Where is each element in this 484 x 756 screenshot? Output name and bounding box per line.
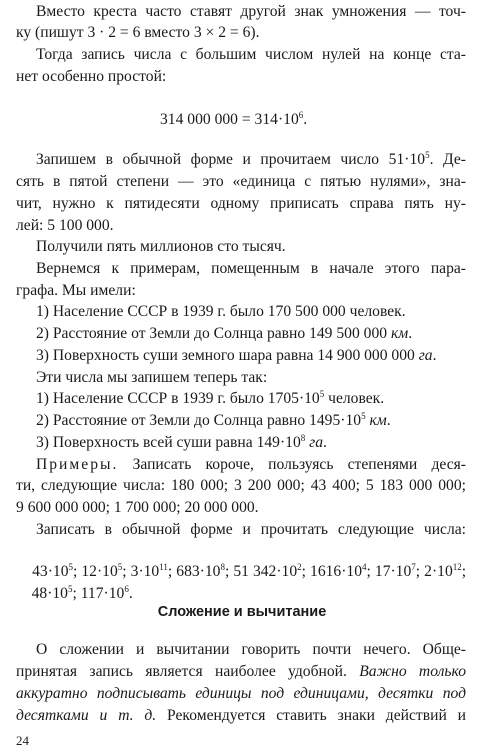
text-span: Записать в обычной форме и прочитать следующие числа: (36, 521, 466, 538)
text-span: . Де- (429, 151, 466, 168)
text-span: 3) Поверхность суши земного шара равна 14 900 000 000 (36, 347, 419, 364)
examples-label: Примеры. (36, 456, 119, 473)
text-span: Вернемся к примерам, помещенным в начале этого пара- (36, 260, 466, 277)
unit: га (418, 347, 433, 364)
text-line (36, 2, 466, 22)
list-item (36, 302, 484, 322)
text-span: 9 600 000 000; 1 700 000; 20 000 000. (16, 499, 259, 516)
text-span: сять в пятой степени — это «единица с пятью нулями», зна- (16, 173, 466, 190)
text-line (36, 455, 466, 475)
text-span: лей: 5 100 000. (16, 217, 114, 234)
text-line (16, 662, 466, 682)
text-span: 2) Расстояние от Земли до Солнца равно 1495·10 (36, 412, 362, 429)
text-span: 3) Поверхность всей суши равна 149·10 (36, 434, 301, 451)
text-line (36, 520, 466, 540)
text-span: Вместо креста часто ставят другой знак умножения — точ- (36, 3, 466, 20)
text-line (16, 706, 466, 726)
text-span: человек. (324, 390, 385, 407)
term-9: $117\cdot 10^6$. (80, 584, 133, 602)
formula (160, 110, 484, 130)
exponent: 5 (425, 150, 430, 160)
exponent: 8 (300, 433, 306, 443)
exponent: 5 (319, 389, 325, 399)
text-line (36, 237, 484, 257)
term-3: $683\cdot 10^8$; (176, 562, 234, 580)
term-1: $12\cdot 10^5$; (81, 562, 131, 580)
text-line (16, 476, 466, 496)
text-span: чит, нужно к пятидесяти одному приписать справа пять ну- (16, 195, 466, 212)
text-span: Тогда запись числа с большим числом нулей на конце ста- (36, 46, 466, 63)
text-span: . (432, 347, 437, 364)
formula-body: 314 000 000 = 314·10 (160, 111, 299, 128)
list-item (36, 346, 484, 366)
text-line (16, 216, 484, 236)
text-span: Рекомендуется ставить знаки действий и (156, 707, 466, 724)
text-span: графа. Мы имели: (16, 282, 136, 299)
text-span: 1) Население СССР в 1939 г. было 1705·10 (36, 390, 320, 407)
term-4: 51 $342\cdot 10^2$; (233, 562, 311, 580)
text-span: . (408, 325, 413, 342)
formula-tail: . (303, 111, 308, 128)
text-line (36, 368, 484, 388)
text-span: Записать короче, пользуясь степенями деся- (118, 456, 466, 473)
heading-text: Сложение и вычитание (157, 604, 327, 620)
italic-span: десятками и т. д. (16, 707, 157, 724)
term-0: $43\cdot 10^5$; (32, 562, 82, 580)
exponent: 5 (361, 411, 366, 421)
page-number-text: 24 (16, 733, 29, 748)
text-span: Получили пять миллионов сто тысяч. (36, 238, 286, 255)
text-line (36, 640, 466, 660)
text-span: Запишем в обычной форме и прочитаем число 51·10 (36, 151, 426, 168)
text-span: . (386, 412, 391, 429)
text-span: ку (пишут 3 · 2 = 6 вместо 3 × 2 = 6). (16, 24, 260, 41)
text-line (16, 498, 484, 518)
page-number (16, 731, 484, 751)
text-line (16, 194, 466, 214)
text-span: 1) Население СССР в 1939 г. было 170 500 000 человек. (36, 303, 406, 320)
unit: га (309, 434, 324, 451)
list-item (36, 433, 484, 453)
text-span: принятая запись является наиболее удобной. (16, 663, 360, 680)
text-span: ти, следующие числа: 180 000; 3 200 000; 43 400; 5 183 000 000; (16, 477, 466, 494)
text-line (36, 150, 466, 170)
text-line (36, 45, 466, 65)
text-line (16, 172, 466, 192)
term-6: $17\cdot 10^7$; (374, 562, 425, 580)
term-5: $1616\cdot 10^4$; (310, 562, 375, 580)
text-span: . (323, 434, 327, 451)
term-7: $2\cdot 10^{12}$; (424, 562, 467, 580)
unit: км (390, 325, 409, 342)
text-span: нет особенно простой: (16, 68, 167, 85)
italic-span: Важно только (359, 663, 466, 680)
section-heading (0, 602, 484, 622)
text-line (16, 684, 466, 704)
text-span: Эти числа мы запишем теперь так: (36, 369, 268, 386)
text-line (16, 67, 484, 87)
list-item (36, 411, 484, 431)
text-line (36, 259, 466, 279)
italic-span: аккуратно подписывать единицы под единицами, десятки под (16, 685, 466, 702)
term-2: $3\cdot 10^{11}$; (130, 562, 177, 580)
term-8: $48\cdot 10^5$; (31, 584, 81, 602)
text-line (16, 281, 484, 301)
text-span: О сложении и вычитании говорить почти нечего. Обще- (36, 641, 466, 658)
formula-exponent: 6 (298, 110, 304, 120)
list-item (36, 324, 484, 344)
text-line (16, 23, 484, 43)
text-span: 2) Расстояние от Земли до Солнца равно 149 500 000 (36, 325, 391, 342)
unit: км (369, 412, 387, 429)
list-item (36, 389, 484, 409)
